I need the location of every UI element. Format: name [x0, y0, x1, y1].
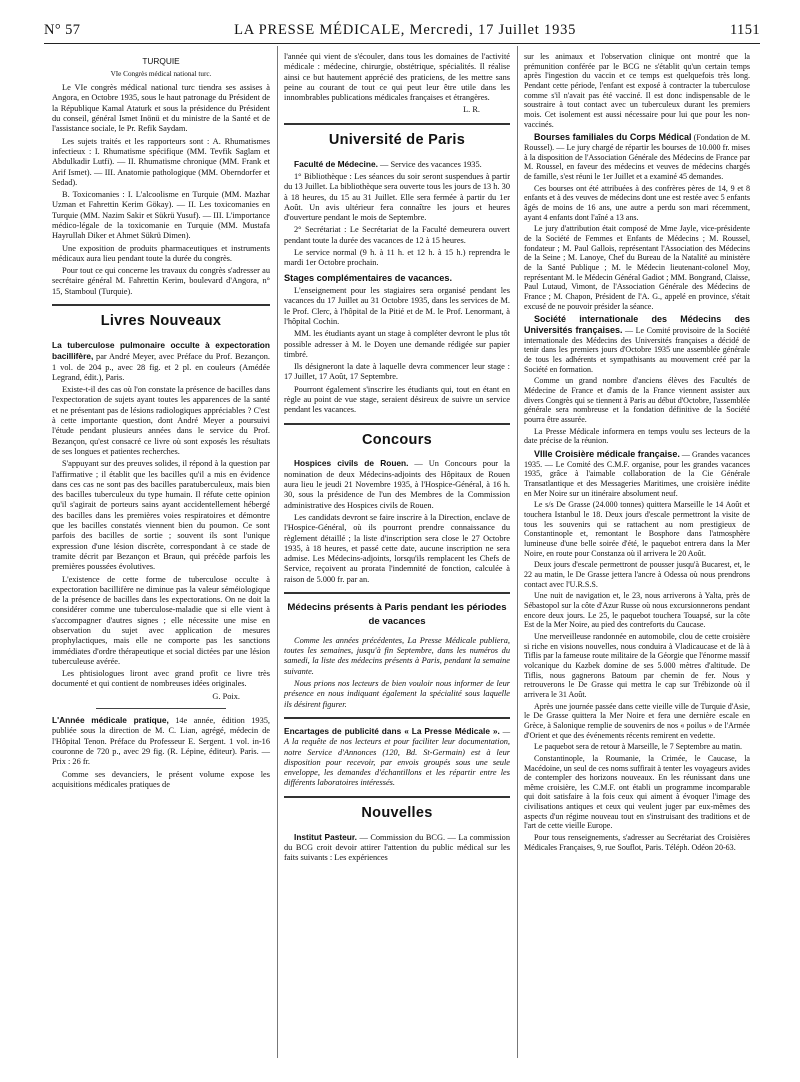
- livres-nouveaux-title: Livres Nouveaux: [100, 313, 222, 330]
- column-3: [524, 52, 750, 854]
- review-paragraph: Les phtisiologues liront avec grand profit ce livre très documenté et qui contient de nombreuses idées originales.: [52, 669, 270, 689]
- column-divider-1: [277, 46, 278, 1058]
- section-rule: [284, 423, 510, 425]
- faculte-subheading: — Service des vacances 1935.: [380, 159, 482, 169]
- faculte-paragraph: 1° Bibliothèque : Les séances du soir seront suspendues à partir du 13 Juillet. La bibliothèque sera ouverte tous les jours de 13 h. 30 à 18 heures, du 15 au 31 Juillet. Elle sera fermée à partir du 1er Août. Un avis ultérieur fera connaître les jours et heures d'ouverture pendant le mois de Septembre.: [284, 171, 510, 223]
- congres-paragraph: Les sujets traités et les rapporteurs sont : A. Rhumatismes infectieux : I. Rhumatisme spécifique (MM. Tevfik Saglam et Abdulkadir Lutfi). — II. Rhumatisme chronique (MM. Frank et Arif Ismet). — III. Anatomie pathologique (MM. Oberndorfer et Sedad).: [52, 136, 270, 187]
- column-2: [284, 52, 510, 865]
- presents-paragraph: Comme les années précédentes, La Presse Médicale publiera, toutes les semaines, jusqu'à fin Septembre, dans les numéros du samedi, la liste des médecins présents à Paris, pendant la semaine suivante.: [284, 635, 510, 676]
- pasteur-text: — Commission du BCG. — La commission du BCG croit devoir attirer l'attention du public médical sur les faits suivants : Les expériences: [284, 832, 510, 863]
- croisiere-paragraph: Une merveilleuse randonnée en automobile, clou de cette croisière si riche en visions nouvelles, nous conduira à Vladicaucase et de là à Tiflis par la fameuse route militaire de la Géorgie que l'énorme massif volcanique du Kazbek domine de ses 5.000 mètres d'altitude. De Tiflis, nous gagnerons Batoum par chemin de fer. Nous y retrouverons le De Grasse qui mettra le cap sur Trébizonde où il arrivera le 31 Août.: [524, 631, 750, 699]
- page-header: [44, 22, 760, 44]
- croisiere-paragraph: Le paquebot sera de retour à Marseille, le 7 Septembre au matin.: [534, 742, 743, 752]
- nouvelles-title: Nouvelles: [361, 804, 433, 821]
- stages-paragraph: Pourront également s'inscrire les étudiants qui, tout en étant en règle au point de vue stage, seraient désireux de suivre un service pendant les vacances.: [284, 384, 510, 415]
- faculte-paragraph: Le service normal (9 h. à 11 h. et 12 h. à 15 h.) reprendra le mardi 1er Octobre prochain.: [284, 248, 510, 268]
- bourses-text: — Le jury chargé de répartir les bourses de 10.000 fr. mises à la disposition de l'Association Générale des Médecins de France par M. Roussel, en faveur des médecins et veuves de médecins chargés de famille, s'est réuni le 1er Juillet et a examiné 45 demandes.: [524, 143, 750, 182]
- societe-text: — Le Comité provisoire de la Société internationale des Médecins des Universités françaises a décidé de tenir dans les premiers jours d'Octobre 1935 une assemblée générale de tous les adhérents et sympathisants au mouvement créé par la Société en formation.: [524, 326, 750, 374]
- croisiere-heading: VIIIe Croisière médicale française.: [534, 449, 680, 460]
- section-rule: [284, 592, 510, 594]
- page-number: 1151: [729, 22, 760, 38]
- croisiere-paragraph: Une nuit de navigation et, le 23, nous arriverons à Yalta, près de Sébastopol sur la côte d'Azur Russe où nous excursionnerons pendant encore deux jours. Le 25, le paquebot touchera Touapsé, sur la côte Est de la Mer Noire, au pied des contreforts du Caucase.: [524, 591, 750, 630]
- presents-paragraph: Nous prions nos lecteurs de bien vouloir nous informer de leur présence en nous indiquant également la spécialité sous laquelle ils désirent figurer.: [284, 679, 510, 709]
- issue-number: N° 57: [44, 22, 81, 38]
- bourses-heading: Bourses familiales du Corps Médical: [534, 132, 692, 143]
- hospices-heading: Hospices civils de Rouen.: [294, 458, 409, 469]
- hospices-paragraph: Les candidats devront se faire inscrire à la Direction, enclave de l'Hospice-Général, où ils pourront prendre connaissance du règlement détaillé ; la liste d'inscription sera close le 27 Octobre 1935, à 18 heures, et passé cette date, aucune inscription ne sera admise. Les Médecins-adjoints, lorsqu'ils remplacent les Chefs de Service, reçoivent au prorata l'indemnité de fonction, calculée à raison de 5.000 fr. par an.: [284, 512, 510, 584]
- review-paragraph: S'appuyant sur des preuves solides, il répond à la question par l'affirmative ; il établit que les bacilles qu'il a mis en évidence dans ces cas ne sont pas des bacilles paratuberculeux, mais bien des bacilles tuberculeux du type humain. Il réfute cette opinion qu'il s'agirait de porteurs sains ayant accidentellement hébergé des bacilles dans les premières voies respiratoires et démontre que les bacilles constatés viennent bien du poumon. Ce sont parfois des bacilles de sortie ; souvent ils sont l'unique expression d'une lésion discrète, correspondant à ce stade de tramite décrit par Bezançon et Braun, qui précède parfois les premières poussées évolutives.: [52, 459, 270, 572]
- separator-rule: [96, 708, 227, 709]
- journal-title: LA PRESSE MÉDICALE, Mercredi, 17 Juillet 1935: [234, 22, 577, 38]
- turquie-heading: TURQUIE: [142, 56, 180, 66]
- section-rule: [52, 304, 270, 306]
- encartages-heading: Encartages de publicité dans « La Presse Médicale ».: [284, 725, 500, 736]
- faculte-paragraph: 2° Secrétariat : Le Secrétariat de la Faculté demeurera ouvert pendant toute la durée des vacances de 12 à 15 heures.: [284, 225, 510, 245]
- section-rule: [284, 796, 510, 798]
- book-meta: par André Meyer, avec Préface du Prof. Bezançon. 1 vol. de 204 p., avec 28 fig. et 2 pl. en couleurs (Amédée Legrand, édit.), Paris.: [52, 352, 270, 382]
- review-signature: G. Poix.: [212, 691, 240, 701]
- societe-heading: Société internationale des Médecins des Universités françaises.: [524, 314, 750, 335]
- universite-title: Université de Paris: [328, 131, 466, 148]
- hospices-text: aura lieu le jeudi 21 Novembre 1935, à l'Hospice-Général, à 16 h. 30, sous la présidence de l'un des Membres de la Commission administrative des Hospices civils de Rouen.: [284, 480, 510, 510]
- congres-paragraph: Une exposition de produits pharmaceutiques et instruments médicaux aura lieu pendant toute la durée du congrès.: [52, 243, 270, 263]
- review-paragraph: Existe-t-il des cas où l'on constate la présence de bacilles dans l'expectoration de sujets ayant toutes les apparences de la santé et ne présentant pas de lésions radiologiques appréciables ? C'est à cette importante question, dont André Meyer a poursuivi l'étude pendant plusieurs années dans le service du Prof. Bezançon, qu'est consacré ce livre où sont exposés les résultats de ses longues et patientes recherches.: [52, 385, 270, 456]
- stages-paragraph: Ils désigneront la date à laquelle devra commencer leur stage : 17 Juillet, 17 Août, 17 Septembre.: [284, 362, 510, 382]
- review-paragraph: Comme ses devanciers, le présent volume expose les acquisitions médicales pratiques de: [52, 769, 270, 789]
- header-rule: [44, 43, 760, 44]
- congres-subheading: VIe Congrès médical national turc.: [110, 70, 212, 79]
- book-meta: 14e année, édition 1935, publiée sous la direction de M. C. Lian, agrégé, médecin de l'Hôpital Tenon. Préface du Professeur E. Sergent. 1 vol. in-16 couronne de 720 p., avec 29 fig. (R. Lépine, éditeur). Paris. — Prix : 26 fr.: [52, 716, 270, 767]
- stages-heading: Stages complémentaires de vacances.: [284, 272, 453, 283]
- book-title: La tuberculose pulmonaire occulte à expectoration bacillifère,: [52, 339, 270, 362]
- stages-paragraph: MM. les étudiants ayant un stage à compléter devront le plus tôt possible adresser à M. le Doyen une demande rédigée sur papier timbré.: [284, 329, 510, 359]
- societe-paragraph: Comme un grand nombre d'anciens élèves des Facultés de Médecine de France et d'amis de la France viennent assister aux divers Congrès qui se tiennent à Paris au début d'Octobre, l'assemblée générale sera nombreuse et la fondation définitive de la Société pourra être assurée.: [524, 376, 750, 425]
- croisiere-paragraph: Après une journée passée dans cette vieille ville de Turquie d'Asie, le De Grasse quittera la Mer Noire et fera une dernière escale en Grèce, à Salonique remplie de souvenirs de nos « poilus » de l'Armée d'Orient et que des événements récents remirent en vedette.: [524, 701, 750, 740]
- pasteur-heading: Institut Pasteur.: [294, 831, 357, 842]
- medecins-presents-title: Médecins présents à Paris pendant les périodes de vacances: [287, 602, 507, 628]
- stages-paragraph: L'enseignement pour les stagiaires sera organisé pendant les vacances du 17 Juillet au 31 Octobre 1935, dans les services de M. le Prof. Clerc, à l'hôpital de la Pitié et de M. le Prof. Lenormant, à l'hôpital Cochin.: [284, 286, 510, 326]
- column-divider-2: [517, 46, 518, 1058]
- bourses-paragraph: Le jury d'attribution était composé de Mme Jayle, vice-présidente de la Société de Femmes et Enfants de Médecins ; M. Roussel, fondateur ; M. Paul Gallois, représentant l'Association des Médecins de la Seine ; M. Lanoye, Chef du Bureau de la Natalité au ministère de la Santé Publique ; M. le Médecin lieutenant-colonel Moy, représentant M. le Médecin Général Gadiot ; MM. Bongrand, Claisse, Paul Lutaud, Vimont, de l'Association Générale des Médecins de France ; M. Chapon, Président de l'A. G., appelé en province, s'était excusé de ne pouvoir présider la séance.: [524, 224, 750, 311]
- review-signature: L. R.: [463, 105, 480, 115]
- congres-paragraph: B. Toxicomanies : I. L'alcoolisme en Turquie (MM. Mazhar Uzman et Fahrettin Kerim Gökay). — II. Les toxicomanies en Turquie (MM. Nazim Sakir et Sükrü Yusuf). — III. L'importance médico-légale de la toxicomanie en Turquie (MM. Mustafa Hayrullah Diker et Ahmet Sükrü Dimen).: [52, 190, 270, 241]
- congres-paragraph: Le VIe congrès médical national turc tiendra ses assises à Angora, en Octobre 1935, sous le haut patronage du Président de la République Kamal Ataturk et sous la présidence du Président du conseil, général Ismet Inönü et du ministre de la Santé et de l'assistance sociale, le Pr. Refik Saydam.: [52, 83, 270, 134]
- column-1: [52, 52, 270, 792]
- book-title: L'Année médicale pratique,: [52, 715, 169, 726]
- croisiere-text: — Grandes vacances 1935. — Le Comité des C.M.F. organise, pour les grandes vacances 1935, grâce à l'aimable collaboration de la Cie Générale Transatlantique et des Messageries Maritimes, une croisière inédite en Mer Noire sur un itinéraire absolument neuf.: [524, 450, 751, 498]
- croisiere-paragraph: Pour tous renseignements, s'adresser au Secrétariat des Croisières Médicales Françaises, 9, rue Souflot, Paris. Téléph. Odéon 20-63.: [524, 833, 750, 852]
- encartages-text: — A la requête de nos lecteurs et pour faciliter leur documentation, notre Service d'Annonces (120, Bd. St-Germain) est à leur disposition pour recevoir, par envois groupés sous une seule enveloppe, les demandes d'échantillons et les répartir entre les différents laboratoires intéressés.: [284, 726, 510, 788]
- faculte-heading: Faculté de Médecine.: [294, 158, 378, 169]
- bourses-subheading: (Fondation de M. Roussel).: [524, 133, 750, 153]
- croisiere-paragraph: Deux jours d'escale permettront de pousser jusqu'à Bucarest, et, le 22 au matin, le De Grasse jettera l'ancre à Odessa où nous prendrons contact avec l'U.R.S.S.: [524, 560, 750, 589]
- croisiere-paragraph: Constantinople, la Roumanie, la Crimée, le Caucase, la Macédoine, un seul de ces noms suffirait à tenter les voyageurs avides de contempler des horizons nouveaux. En les réunissant dans une même croisière, les C.M.F. ont établi un programme incomparable qui doit satisfaire à la fois ceux qui aiment à évoquer l'image des civilisations antiques et ceux qui veulent juger par eux-mêmes des aspects d'un régime nouveau tout en s'instruisant des traditions et de l'art de cette vieille Europe.: [524, 753, 750, 831]
- review-paragraph: L'existence de cette forme de tuberculose occulte à expectoration bacillifère ne diminue pas la valeur séméiologique de la présence de bacilles dans les expectorations. On ne doit la considérer comme une tuberculose-maladie que si elle vient à s'accompagner d'autres signes ; elle nécessite une mise en observation du sujet avec application de mesures prophylactiques, mais elle ne comporte pas les sanctions immédiates d'ordre thérapeutique et social dictées par une lésion tuberculeuse avérée.: [52, 574, 270, 666]
- review-continuation: l'année qui vient de s'écouler, dans tous les domaines de l'activité médicale : médecine, chirurgie, obstétrique, spécialités. Il réalise ainsi ce but hautement apprécié des praticiens, de les mettre sans peine au courant de tout ce qui peut leur être utile dans les innombrables publications médicales françaises et étrangères.: [284, 52, 510, 103]
- section-rule: [284, 123, 510, 125]
- pasteur-continuation: sur les animaux et l'observation clinique ont montré que la prémunition conférée par le BCG ne s'établit qu'un certain temps après l'ingestion du vaccin et ce temps est quelquefois très long. Pendant cette période, l'enfant est exposé à contracter la tuberculose comme s'il n'avait pas été vacciné. Il est donc indispensable de le soustraire à tout contact avec un tuberculeux durant les premiers mois. Cet isolement est aussi nécessaire pour lui que pour les non-vaccinés.: [524, 52, 750, 129]
- bourses-paragraph: Ces bourses ont été attribuées à des confrères pères de 14, 9 et 8 enfants et à des veuves de médecins dont une est restée avec 5 enfants âgés de moins de 16 ans, une autre a perdu son mari récemment, ayant 4 enfants dont l'aîné a 13 ans.: [524, 183, 750, 222]
- croisiere-paragraph: Le s/s De Grasse (24.000 tonnes) quittera Marseille le 14 Août et touchera Istanbul le 18. Deux jours d'escale permettront la visite de tous les souvenirs qui se rattachent au nom prestigieux de Constantinople et, remontant le Bosphore dans l'atmosphère lumineuse d'une belle soirée d'été, le paquebot entrera dans la Mer Noire, en route pour Constanza où il arrivera le 20 Août.: [524, 500, 750, 558]
- societe-paragraph: La Presse Médicale informera en temps voulu ses lecteurs de la date précise de la réunion.: [524, 426, 750, 446]
- section-rule: [284, 717, 510, 719]
- concours-title: Concours: [361, 431, 433, 448]
- hospices-subheading: — Un Concours pour la nomination de deux Médecins-adjoints des Hôpitaux de Rouen: [284, 459, 510, 479]
- congres-paragraph: Pour tout ce qui concerne les travaux du congrès s'adresser au secrétaire général M. Fahrettin Kerim, boulevard d'Angora, n° 15, Stamboul (Turquie).: [52, 266, 270, 296]
